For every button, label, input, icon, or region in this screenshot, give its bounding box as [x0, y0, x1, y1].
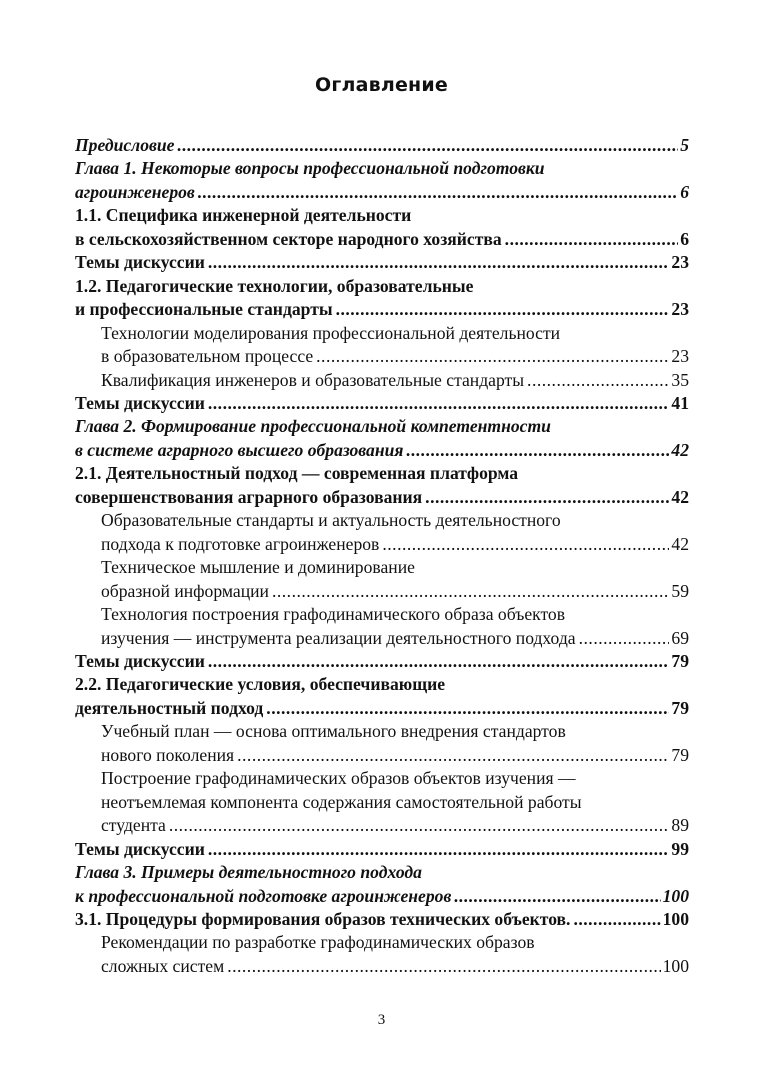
- toc-entry[interactable]: [75, 275, 689, 322]
- toc-entry-title-line: 2.2. Педагогические условия, обеспечивающие: [75, 674, 446, 695]
- dot-leader: [177, 134, 678, 157]
- toc-entry[interactable]: [75, 204, 689, 251]
- toc-entry-leader-row: [101, 345, 689, 368]
- toc-entry-leader-row: [75, 697, 689, 720]
- toc-entry[interactable]: [75, 392, 689, 415]
- toc-entry-title-line: Глава 1. Некоторые вопросы профессиональной подготовки: [75, 158, 545, 179]
- toc-entry-title-line: образной информации: [101, 580, 269, 601]
- toc-entry-title-line: деятельностный подход: [75, 697, 264, 718]
- dot-leader: [573, 908, 660, 931]
- toc-entry-title-line: 2.1. Деятельностный подход — современная платформа: [75, 463, 519, 484]
- toc-entry[interactable]: [75, 838, 689, 861]
- toc-entry-title-line: Темы дискуссии: [75, 838, 205, 859]
- dot-leader: [266, 697, 669, 720]
- toc-entry-page-number: 5: [680, 135, 689, 155]
- toc-entry-title-line: Технологии моделирования профессиональной деятельности: [101, 322, 561, 343]
- page-number: 3: [377, 1012, 386, 1028]
- toc-entry[interactable]: [75, 415, 689, 462]
- toc-entry-page-number: 100: [662, 908, 689, 929]
- toc-entry-leader-row: [75, 181, 689, 204]
- toc-entry-title-line: изучения — инструмента реализации деятельностного подхода: [101, 627, 576, 648]
- toc-entry-title-line: сложных систем: [101, 955, 225, 976]
- toc-entry[interactable]: [75, 861, 689, 908]
- table-of-contents: [75, 134, 689, 978]
- toc-entry-title-line: Рекомендации по разработке графодинамических образов: [101, 932, 535, 953]
- dot-leader: [527, 369, 669, 392]
- dot-leader: [425, 486, 669, 509]
- toc-entry-title-line: подхода к подготовке агроинженеров: [101, 533, 380, 554]
- toc-entry-title-line: Темы дискуссии: [75, 252, 205, 273]
- toc-entry-leader-row: [101, 627, 689, 650]
- toc-entry[interactable]: [75, 556, 689, 603]
- toc-entry-leader-row: [101, 533, 689, 556]
- toc-entry-page-number: 42: [671, 439, 689, 460]
- dot-leader: [505, 228, 679, 251]
- dot-leader: [237, 744, 669, 767]
- toc-entry-title-line: в системе аграрного высшего образования: [75, 439, 404, 460]
- toc-entry[interactable]: [75, 767, 689, 837]
- toc-entry-title-line: агроинженеров: [75, 181, 195, 202]
- toc-entry[interactable]: [75, 931, 689, 978]
- dot-leader: [382, 533, 669, 556]
- toc-entry-leader-row: [75, 838, 689, 861]
- toc-entry-title-line: Технология построения графодинамического образа объектов: [101, 604, 566, 625]
- toc-entry[interactable]: [75, 509, 689, 556]
- toc-entry-page-number: 79: [671, 744, 689, 765]
- dot-leader: [208, 251, 670, 274]
- toc-entry[interactable]: [75, 908, 689, 931]
- toc-entry-leader-row: [75, 885, 689, 908]
- toc-entry-title-line: Темы дискуссии: [75, 392, 205, 413]
- toc-entry-page-number: 79: [671, 650, 689, 671]
- toc-entry-page-number: 42: [671, 486, 689, 507]
- toc-entry[interactable]: [75, 650, 689, 673]
- dot-leader: [454, 885, 660, 908]
- toc-entry-page-number: 89: [671, 815, 689, 836]
- toc-entry-title-line: Глава 3. Примеры деятельностного подхода: [75, 862, 422, 883]
- dot-leader: [336, 298, 670, 321]
- toc-entry-page-number: 100: [662, 955, 689, 976]
- toc-entry[interactable]: [75, 157, 689, 204]
- toc-entry-leader-row: [75, 908, 689, 931]
- toc-entry-leader-row: [75, 298, 689, 321]
- toc-entry-title-line: Квалификация инженеров и образовательные стандарты: [101, 369, 525, 390]
- dot-leader: [272, 580, 669, 603]
- toc-entry-title-line: Глава 2. Формирование профессиональной компетентности: [75, 416, 551, 437]
- toc-entry-leader-row: [75, 228, 689, 251]
- toc-entry-leader-row: [101, 955, 689, 978]
- toc-entry[interactable]: [75, 322, 689, 369]
- toc-entry-title-line: совершенствования аграрного образования: [75, 486, 423, 507]
- toc-entry[interactable]: [75, 369, 689, 392]
- toc-entry-title-line: Темы дискуссии: [75, 650, 205, 671]
- toc-entry[interactable]: [75, 673, 689, 720]
- toc-entry[interactable]: [75, 603, 689, 650]
- toc-entry[interactable]: [75, 720, 689, 767]
- dot-leader: [208, 392, 670, 415]
- toc-entry-page-number: 99: [671, 838, 689, 859]
- dot-leader: [208, 650, 670, 673]
- toc-entry-page-number: 35: [671, 369, 689, 390]
- toc-entry-page-number: 41: [671, 392, 689, 413]
- toc-entry-title-line: в сельскохозяйственном секторе народного хозяйства: [75, 228, 502, 249]
- toc-entry-leader-row: [101, 744, 689, 767]
- toc-entry-title-line: студента: [101, 815, 166, 836]
- toc-entry-page-number: 6: [680, 181, 689, 202]
- toc-entry-page-number: 69: [671, 627, 689, 648]
- toc-entry-title-line: Предисловие: [75, 135, 175, 155]
- page-title: Оглавление: [315, 74, 448, 96]
- toc-entry-leader-row: [75, 439, 689, 462]
- dot-leader: [227, 955, 660, 978]
- toc-entry-title-line: Учебный план — основа оптимального внедрения стандартов: [101, 721, 566, 742]
- toc-entry[interactable]: [75, 251, 689, 274]
- toc-entry-title-line: Построение графодинамических образов объектов изучения —: [101, 768, 576, 789]
- dot-leader: [198, 181, 678, 204]
- toc-entry-page-number: 23: [671, 346, 689, 367]
- toc-entry-page-number: 42: [671, 533, 689, 554]
- toc-entry-page-number: 59: [671, 580, 689, 601]
- toc-entry-leader-row: [101, 369, 689, 392]
- toc-entry-title-line: Образовательные стандарты и актуальность деятельностного: [101, 510, 561, 531]
- toc-entry-leader-row: [75, 650, 689, 673]
- dot-leader: [316, 345, 669, 368]
- toc-entry-page-number: 23: [671, 299, 689, 320]
- toc-entry-title-line: 3.1. Процедуры формирования образов технических объектов.: [75, 908, 571, 929]
- toc-entry-title-line: неотъемлемая компонента содержания самостоятельной работы: [101, 791, 582, 812]
- toc-entry-page-number: 79: [671, 697, 689, 718]
- toc-entry[interactable]: [75, 462, 689, 509]
- dot-leader: [579, 627, 670, 650]
- toc-entry[interactable]: [75, 134, 689, 157]
- toc-entry-leader-row: [101, 580, 689, 603]
- toc-entry-leader-row: [75, 134, 689, 157]
- toc-entry-leader-row: [75, 251, 689, 274]
- toc-entry-leader-row: [101, 814, 689, 837]
- toc-entry-title-line: в образовательном процессе: [101, 346, 314, 367]
- toc-entry-title-line: и профессиональные стандарты: [75, 299, 333, 320]
- toc-entry-title-line: нового поколения: [101, 744, 235, 765]
- dot-leader: [208, 838, 670, 861]
- toc-entry-leader-row: [75, 392, 689, 415]
- toc-entry-leader-row: [75, 486, 689, 509]
- dot-leader: [169, 814, 670, 837]
- toc-entry-title-line: 1.2. Педагогические технологии, образовательные: [75, 275, 474, 296]
- toc-entry-page-number: 100: [662, 885, 689, 906]
- toc-entry-title-line: 1.1. Специфика инженерной деятельности: [75, 205, 412, 226]
- toc-entry-title-line: к профессиональной подготовке агроинженеров: [75, 885, 452, 906]
- dot-leader: [406, 439, 669, 462]
- toc-entry-page-number: 23: [671, 252, 689, 273]
- toc-entry-page-number: 6: [680, 228, 689, 249]
- toc-entry-title-line: Техническое мышление и доминирование: [101, 557, 415, 578]
